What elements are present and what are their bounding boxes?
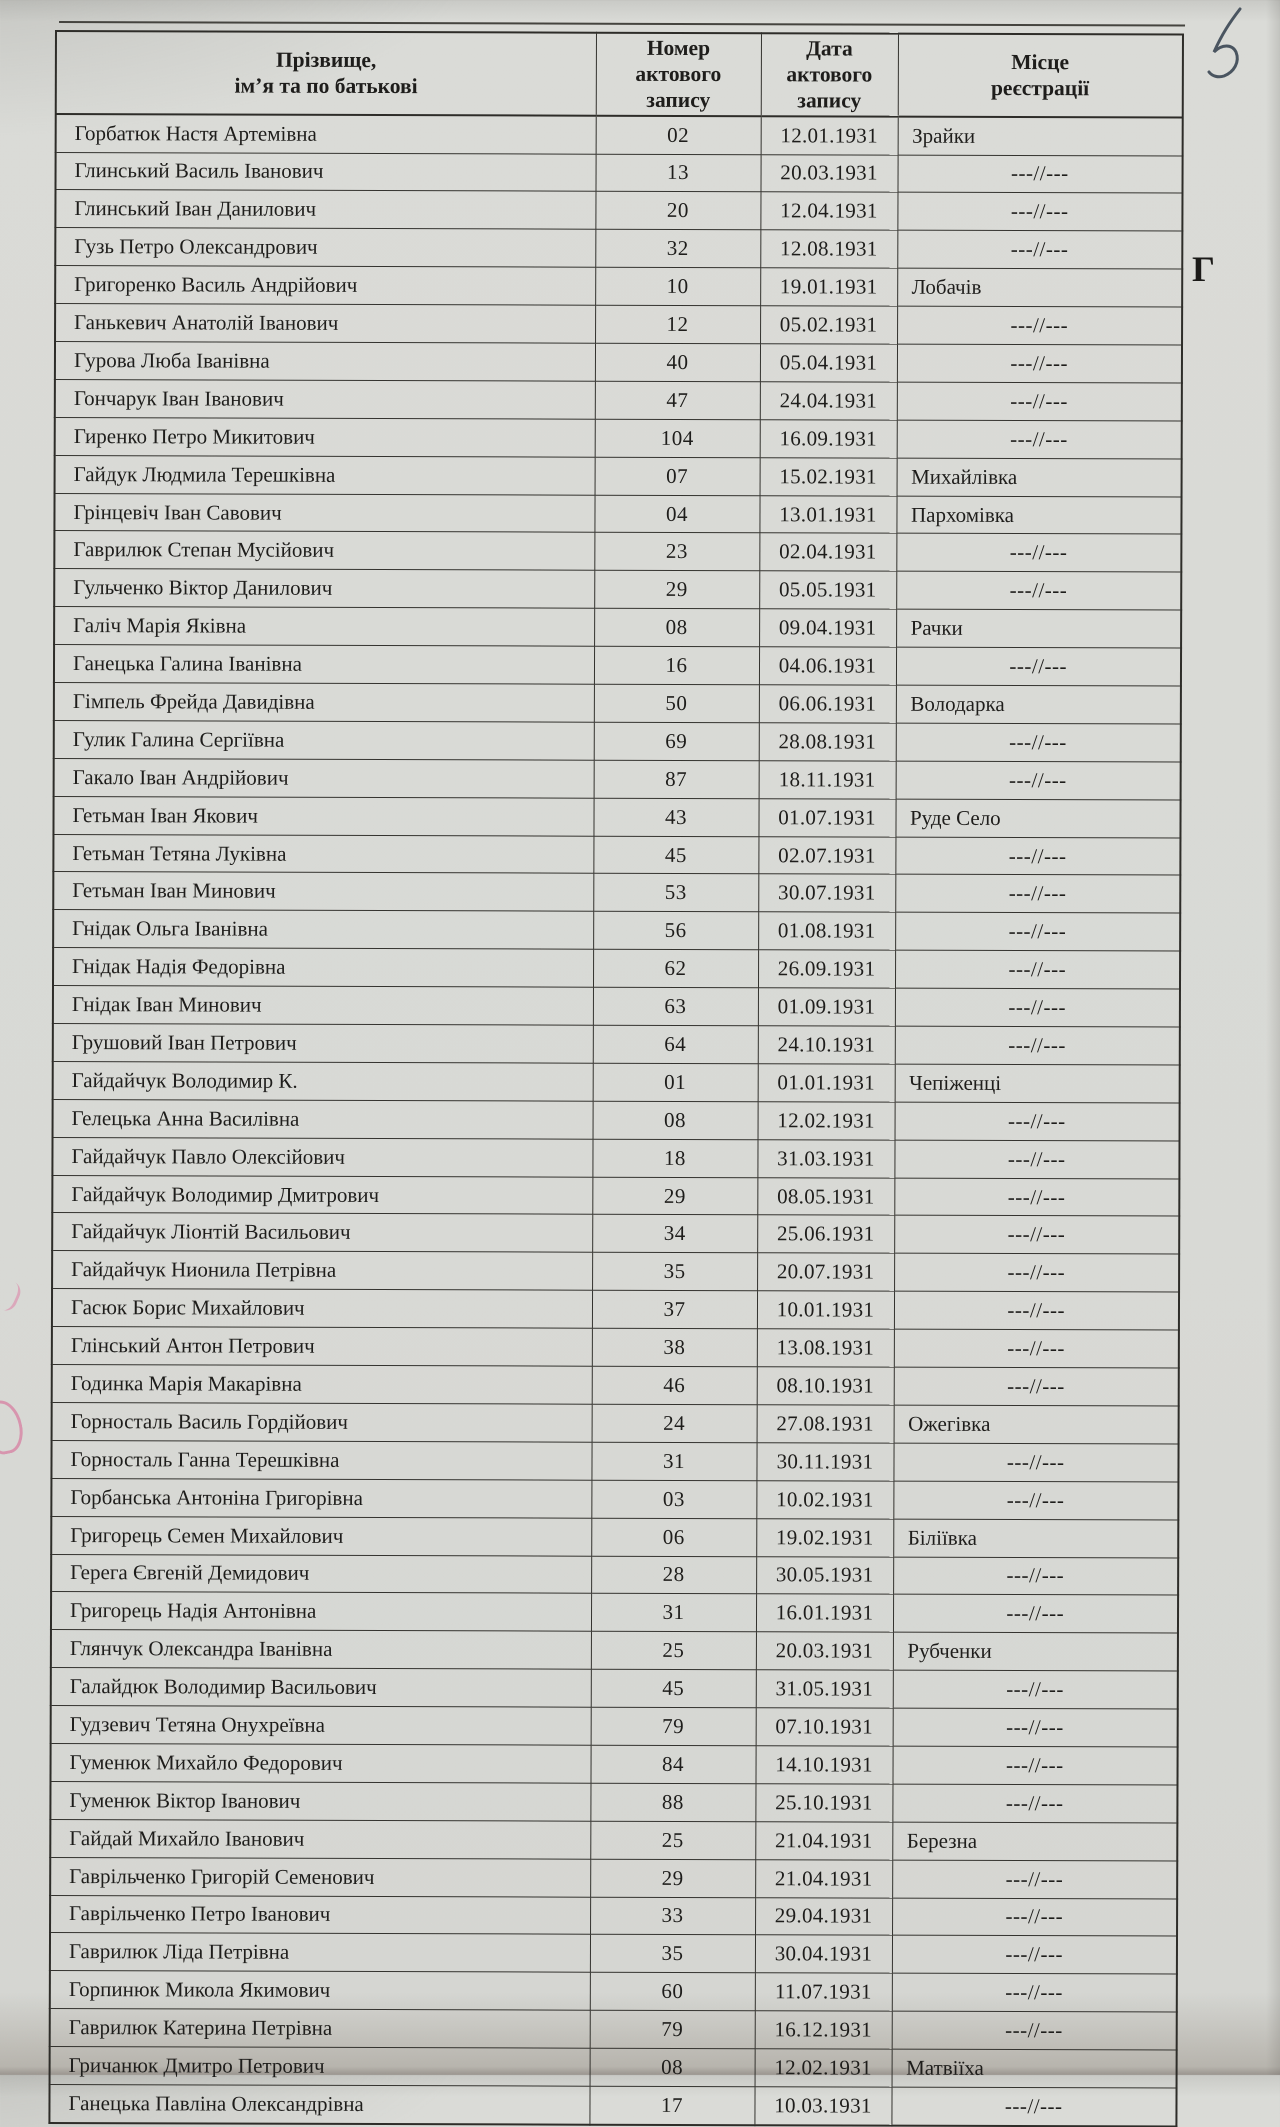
table-row [56, 114, 1183, 156]
registry-table [48, 30, 1182, 2127]
section-letter: Г [1192, 249, 1215, 289]
cell-record-number: 25 [590, 1821, 755, 1859]
cell-registration-place: ---//--- [897, 193, 1182, 232]
cell-full-name: Гиренко Петро Микитович [55, 417, 595, 457]
pink-scribble-mark [0, 1397, 27, 1457]
cell-registration-place: ---//--- [895, 913, 1180, 952]
cell-record-date: 25.10.1931 [755, 1784, 892, 1822]
cell-registration-place: ---//--- [895, 988, 1180, 1027]
table-row [51, 1516, 1178, 1557]
cell-registration-place: ---//--- [893, 1557, 1178, 1596]
table-row [50, 1857, 1177, 1898]
cell-record-number: 64 [593, 1025, 758, 1063]
cell-registration-place: ---//--- [895, 950, 1180, 989]
cell-record-date: 11.07.1931 [755, 1973, 892, 2011]
cell-registration-place: ---//--- [895, 875, 1180, 914]
cell-full-name: Гетьман Іван Минович [53, 872, 593, 912]
cell-full-name: Гакало Іван Андрійович [54, 758, 594, 798]
cell-record-date: 08.05.1931 [757, 1177, 894, 1215]
table-row [52, 1402, 1179, 1443]
cell-record-date: 21.04.1931 [755, 1821, 892, 1859]
cell-record-number: 79 [590, 2010, 755, 2048]
cell-registration-place: ---//--- [896, 534, 1181, 573]
cell-registration-place: ---//--- [897, 155, 1182, 194]
cell-registration-place: ---//--- [897, 420, 1182, 459]
cell-record-date: 25.06.1931 [757, 1215, 894, 1253]
cell-record-number: 32 [595, 230, 760, 268]
cell-registration-place: ---//--- [892, 1746, 1177, 1785]
cell-record-date: 12.01.1931 [761, 116, 898, 155]
table-row [50, 1819, 1177, 1860]
cell-record-date: 24.10.1931 [758, 1026, 895, 1064]
cell-full-name: Григорець Семен Михайлович [51, 1516, 591, 1556]
cell-registration-place: ---//--- [895, 1102, 1180, 1141]
cell-registration-place: ---//--- [893, 1481, 1178, 1520]
cell-record-date: 29.04.1931 [755, 1897, 892, 1935]
table-row [52, 1175, 1179, 1216]
table-row [53, 872, 1180, 913]
table-row [55, 190, 1182, 231]
cell-registration-place: Березна [892, 1822, 1177, 1861]
cell-record-number: 03 [591, 1480, 756, 1518]
cell-full-name: Гнідак Іван Минович [53, 986, 593, 1026]
cell-record-number: 01 [593, 1063, 758, 1101]
cell-record-date: 01.07.1931 [758, 798, 895, 836]
cell-registration-place: ---//--- [894, 1178, 1179, 1217]
table-row [54, 531, 1181, 572]
table-row [51, 1592, 1178, 1633]
table-row [55, 304, 1182, 345]
cell-full-name: Гулик Галина Сергіївна [54, 720, 594, 760]
cell-full-name: Гайдайчук Володимир К. [53, 1061, 593, 1101]
cell-full-name: Гайдайчук Ліонтій Васильович [52, 1213, 592, 1253]
cell-record-number: 56 [593, 912, 758, 950]
cell-registration-place: ---//--- [894, 1140, 1179, 1179]
cell-record-number: 37 [592, 1290, 757, 1328]
cell-record-number: 28 [591, 1556, 756, 1594]
table-row [54, 720, 1181, 761]
cell-full-name: Гаврилюк Степан Мусійович [54, 531, 594, 571]
cell-registration-place: Рачки [896, 609, 1181, 648]
cell-registration-place: ---//--- [897, 344, 1182, 383]
cell-registration-place: ---//--- [894, 1216, 1179, 1255]
cell-full-name: Горносталь Василь Гордійович [52, 1402, 592, 1442]
cell-record-date: 13.01.1931 [759, 495, 896, 533]
cell-registration-place: ---//--- [893, 1670, 1178, 1709]
cell-record-date: 20.03.1931 [756, 1632, 893, 1670]
cell-registration-place: Матвіїха [892, 2049, 1177, 2088]
cell-full-name: Горбанська Антоніна Григорівна [51, 1478, 591, 1518]
cell-record-date: 09.04.1931 [759, 609, 896, 647]
cell-full-name: Гузь Петро Олександрович [55, 228, 595, 268]
cell-record-number: 31 [591, 1594, 756, 1632]
cell-full-name: Галайдюк Володимир Васильович [51, 1668, 591, 1708]
table-row [55, 379, 1182, 420]
cell-record-date: 12.08.1931 [760, 230, 897, 268]
cell-record-date: 31.03.1931 [757, 1139, 894, 1177]
cell-record-date: 02.04.1931 [759, 533, 896, 571]
cell-registration-place: ---//--- [897, 382, 1182, 421]
cell-registration-place: ---//--- [896, 571, 1181, 610]
cell-registration-place: ---//--- [893, 1595, 1178, 1634]
cell-full-name: Гульченко Віктор Данилович [54, 569, 594, 609]
table-row [51, 1630, 1178, 1671]
cell-record-number: 12 [595, 305, 760, 343]
acts-table [48, 30, 1184, 2127]
cell-full-name: Грушовий Іван Петрович [53, 1024, 593, 1064]
table-row [55, 266, 1182, 307]
table-row [50, 2009, 1177, 2050]
cell-full-name: Глінський Антон Петрович [52, 1327, 592, 1367]
cell-full-name: Горбатюк Настя Артемівна [56, 114, 596, 154]
table-row [55, 152, 1182, 193]
cell-full-name: Ганецька Галина Іванівна [54, 645, 594, 685]
cell-record-date: 24.04.1931 [760, 382, 897, 420]
cell-record-date: 30.04.1931 [755, 1935, 892, 1973]
cell-record-date: 12.02.1931 [758, 1102, 895, 1140]
cell-registration-place: ---//--- [893, 1443, 1178, 1482]
cell-registration-place: ---//--- [897, 230, 1182, 269]
cell-record-date: 07.10.1931 [756, 1708, 893, 1746]
cell-full-name: Гаврільченко Петро Іванович [50, 1895, 590, 1935]
table-row [54, 683, 1181, 724]
table-row [52, 1213, 1179, 1254]
table-row [51, 1440, 1178, 1481]
cell-record-date: 05.05.1931 [759, 571, 896, 609]
cell-registration-place: Рубченки [893, 1632, 1178, 1671]
cell-registration-place: ---//--- [894, 1254, 1179, 1293]
table-row [51, 1706, 1178, 1747]
cell-record-date: 02.07.1931 [758, 836, 895, 874]
cell-registration-place: ---//--- [894, 1367, 1179, 1406]
cell-full-name: Гудзевич Тетяна Онухреївна [51, 1706, 591, 1746]
cell-record-date: 10.02.1931 [756, 1480, 893, 1518]
cell-record-number: 45 [591, 1669, 756, 1707]
cell-full-name: Глинський Іван Данилович [55, 190, 595, 230]
cell-full-name: Гнідак Ольга Іванівна [53, 910, 593, 950]
cell-registration-place: ---//--- [891, 2087, 1176, 2126]
table-row [52, 1137, 1179, 1178]
table-row [54, 569, 1181, 610]
cell-record-date: 01.08.1931 [758, 912, 895, 950]
cell-record-number: 60 [590, 1972, 755, 2010]
header-name: Прізвище, ім’я та по батькові [56, 31, 596, 115]
pink-scribble-mark [0, 1276, 24, 1314]
cell-full-name: Григоренко Василь Андрійович [55, 266, 595, 306]
table-row [52, 1289, 1179, 1330]
cell-record-date: 05.04.1931 [760, 344, 897, 382]
cell-record-number: 43 [593, 798, 758, 836]
cell-record-number: 24 [592, 1404, 757, 1442]
table-row [52, 1327, 1179, 1368]
cell-full-name: Герега Євгеній Демидович [51, 1554, 591, 1594]
cell-full-name: Гурова Люба Іванівна [55, 342, 595, 382]
cell-record-number: 02 [596, 115, 761, 154]
cell-registration-place: Лобачів [897, 268, 1182, 307]
cell-registration-place: ---//--- [896, 761, 1181, 800]
cell-registration-place: ---//--- [896, 647, 1181, 686]
cell-registration-place: Пархомівка [896, 496, 1181, 535]
cell-record-date: 12.02.1931 [755, 2049, 892, 2087]
cell-record-number: 16 [594, 646, 759, 684]
cell-registration-place: ---//--- [895, 1026, 1180, 1065]
cell-record-number: 69 [594, 722, 759, 760]
cell-record-date: 01.01.1931 [758, 1064, 895, 1102]
cell-registration-place: ---//--- [897, 306, 1182, 345]
cell-registration-place: Михайлівка [897, 458, 1182, 497]
cell-record-date: 28.08.1931 [759, 723, 896, 761]
cell-full-name: Гасюк Борис Михайлович [52, 1289, 592, 1329]
cell-full-name: Гайдайчук Володимир Дмитрович [52, 1175, 592, 1215]
cell-record-date: 16.09.1931 [760, 419, 897, 457]
cell-record-date: 15.02.1931 [760, 457, 897, 495]
cell-record-date: 20.03.1931 [760, 154, 897, 192]
cell-record-number: 31 [591, 1442, 756, 1480]
cell-registration-place: Володарка [896, 685, 1181, 724]
cell-record-number: 29 [590, 1859, 755, 1897]
cell-record-date: 16.12.1931 [755, 2011, 892, 2049]
cell-record-date: 30.07.1931 [758, 874, 895, 912]
cell-record-number: 04 [594, 495, 759, 533]
table-row [50, 2047, 1177, 2088]
table-row [53, 796, 1180, 837]
cell-record-date: 06.06.1931 [759, 685, 896, 723]
table-row [50, 1895, 1177, 1936]
cell-registration-place: ---//--- [892, 2011, 1177, 2050]
table-row [51, 1554, 1178, 1595]
cell-full-name: Гуменюк Віктор Іванович [50, 1781, 590, 1821]
cell-record-date: 13.08.1931 [757, 1329, 894, 1367]
cell-registration-place: ---//--- [896, 723, 1181, 762]
cell-record-date: 30.05.1931 [756, 1556, 893, 1594]
cell-record-date: 19.01.1931 [760, 268, 897, 306]
table-row [55, 342, 1182, 383]
cell-record-number: 50 [594, 684, 759, 722]
cell-record-number: 79 [591, 1707, 756, 1745]
cell-full-name: Гайдай Михайло Іванович [50, 1819, 590, 1859]
cell-record-number: 87 [594, 760, 759, 798]
cell-full-name: Гаврилюк Катерина Петрівна [50, 2009, 590, 2049]
cell-full-name: Гаврилюк Ліда Петрівна [50, 1933, 590, 1973]
cell-record-number: 10 [595, 267, 760, 305]
cell-full-name: Ганькевич Анатолій Іванович [55, 304, 595, 344]
cell-full-name: Гнідак Надія Федорівна [53, 948, 593, 988]
cell-record-number: 17 [589, 2086, 754, 2125]
cell-record-number: 29 [592, 1177, 757, 1215]
cell-full-name: Гелецька Анна Василівна [53, 1099, 593, 1139]
cell-full-name: Гетьман Тетяна Луківна [53, 834, 593, 874]
cell-full-name: Гетьман Іван Якович [53, 796, 593, 836]
cell-record-date: 31.05.1931 [756, 1670, 893, 1708]
cell-record-date: 10.01.1931 [757, 1291, 894, 1329]
cell-full-name: Глянчук Олександра Іванівна [51, 1630, 591, 1670]
cell-record-number: 33 [590, 1897, 755, 1935]
cell-record-number: 25 [591, 1631, 756, 1669]
cell-full-name: Горпинюк Микола Якимович [50, 1971, 590, 2011]
cell-record-number: 84 [590, 1745, 755, 1783]
cell-full-name: Гуменюк Михайло Федорович [50, 1743, 590, 1783]
cell-record-date: 16.01.1931 [756, 1594, 893, 1632]
table-row [55, 417, 1182, 458]
cell-record-number: 08 [594, 608, 759, 646]
table-row [52, 1251, 1179, 1292]
table-row [55, 455, 1182, 496]
cell-registration-place: ---//--- [892, 1898, 1177, 1937]
cell-record-number: 40 [595, 343, 760, 381]
cell-record-date: 05.02.1931 [760, 306, 897, 344]
header-record-number: Номер актового запису [596, 33, 761, 116]
cell-record-number: 38 [592, 1328, 757, 1366]
cell-registration-place: ---//--- [893, 1708, 1178, 1747]
cell-full-name: Григорець Надія Антонівна [51, 1592, 591, 1632]
cell-full-name: Годинка Марія Макарівна [52, 1365, 592, 1405]
cell-full-name: Гайдайчук Нионила Петрівна [52, 1251, 592, 1291]
cell-registration-place: ---//--- [892, 1784, 1177, 1823]
cell-record-number: 35 [590, 1935, 755, 1973]
cell-full-name: Ганецька Павліна Олександрівна [49, 2084, 589, 2124]
cell-record-number: 07 [595, 457, 760, 495]
table-row [50, 1933, 1177, 1974]
cell-record-number: 23 [594, 533, 759, 571]
cell-full-name: Грінцевіч Іван Савович [54, 493, 594, 533]
cell-full-name: Гайдайчук Павло Олексійович [52, 1137, 592, 1177]
cell-record-date: 27.08.1931 [757, 1405, 894, 1443]
cell-registration-place: Ожегівка [894, 1405, 1179, 1444]
cell-record-date: 26.09.1931 [758, 950, 895, 988]
cell-full-name: Гончарук Іван Іванович [55, 379, 595, 419]
table-row [53, 1024, 1180, 1065]
table-row [52, 1365, 1179, 1406]
cell-record-date: 18.11.1931 [759, 761, 896, 799]
header-row [56, 31, 1183, 117]
cell-record-number: 08 [590, 2048, 755, 2086]
table-row [53, 834, 1180, 875]
cell-record-date: 12.04.1931 [760, 192, 897, 230]
table-row [49, 2084, 1176, 2126]
cell-full-name: Гімпель Фрейда Давидівна [54, 683, 594, 723]
table-row [53, 1099, 1180, 1140]
cell-record-number: 29 [594, 571, 759, 609]
cell-record-number: 13 [595, 154, 760, 192]
cell-registration-place: Чепіженці [895, 1064, 1180, 1103]
table-row [51, 1478, 1178, 1519]
cell-full-name: Галіч Марія Яківна [54, 607, 594, 647]
cell-registration-place: Руде Село [895, 799, 1180, 838]
cell-record-number: 46 [592, 1366, 757, 1404]
cell-record-date: 19.02.1931 [756, 1518, 893, 1556]
handwritten-page-number [1200, 6, 1252, 82]
table-row [50, 1743, 1177, 1784]
cell-record-number: 20 [595, 192, 760, 230]
cell-full-name: Гайдук Людмила Терешківна [55, 455, 595, 495]
cell-registration-place: ---//--- [892, 1973, 1177, 2012]
cell-record-number: 06 [591, 1518, 756, 1556]
table-row [50, 1971, 1177, 2012]
table-row [51, 1668, 1178, 1709]
cell-record-date: 21.04.1931 [755, 1859, 892, 1897]
cell-registration-place: Біліївка [893, 1519, 1178, 1558]
cell-record-number: 88 [590, 1783, 755, 1821]
cell-registration-place: ---//--- [892, 1860, 1177, 1899]
table-row [53, 910, 1180, 951]
cell-record-number: 34 [592, 1215, 757, 1253]
cell-registration-place: ---//--- [892, 1936, 1177, 1975]
cell-full-name: Гаврільченко Григорій Семенович [50, 1857, 590, 1897]
cell-registration-place: ---//--- [894, 1329, 1179, 1368]
header-registration-place: Місце реєстрації [898, 34, 1183, 118]
cell-record-date: 30.11.1931 [756, 1443, 893, 1481]
cell-record-number: 47 [595, 381, 760, 419]
table-row [54, 645, 1181, 686]
cell-record-date: 04.06.1931 [759, 647, 896, 685]
table-row [54, 607, 1181, 648]
cell-record-date: 08.10.1931 [757, 1367, 894, 1405]
cell-record-date: 20.07.1931 [757, 1253, 894, 1291]
cell-registration-place: Зрайки [898, 116, 1183, 155]
cell-registration-place: ---//--- [895, 837, 1180, 876]
cell-record-date: 14.10.1931 [755, 1746, 892, 1784]
table-row [53, 948, 1180, 989]
cell-record-date: 10.03.1931 [754, 2087, 891, 2126]
table-row [53, 986, 1180, 1027]
cell-record-number: 08 [593, 1101, 758, 1139]
cell-record-date: 01.09.1931 [758, 988, 895, 1026]
cell-record-number: 63 [593, 987, 758, 1025]
cell-full-name: Горносталь Ганна Терешківна [51, 1440, 591, 1480]
cell-record-number: 62 [593, 949, 758, 987]
cell-record-number: 45 [593, 836, 758, 874]
header-record-date: Дата актового запису [761, 33, 898, 116]
cell-record-number: 35 [592, 1253, 757, 1291]
table-row [54, 493, 1181, 534]
cell-registration-place: ---//--- [894, 1291, 1179, 1330]
table-row [54, 758, 1181, 799]
table-row [50, 1781, 1177, 1822]
table-row [55, 228, 1182, 269]
cell-record-number: 104 [595, 419, 760, 457]
cell-record-number: 53 [593, 874, 758, 912]
cell-record-number: 18 [592, 1139, 757, 1177]
table-row [53, 1061, 1180, 1102]
cell-full-name: Глинський Василь Іванович [55, 152, 595, 192]
cell-full-name: Гричанюк Дмитро Петрович [50, 2047, 590, 2087]
